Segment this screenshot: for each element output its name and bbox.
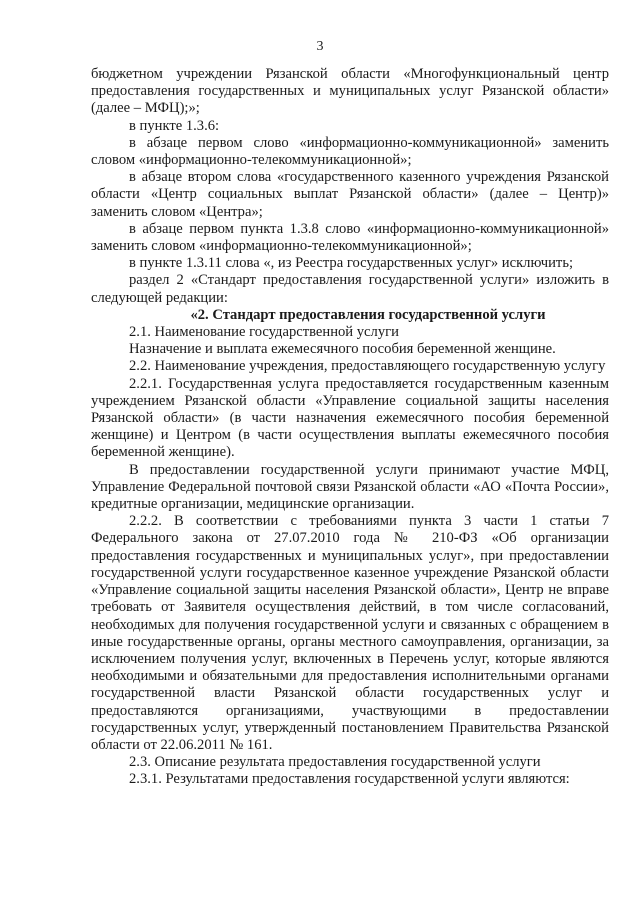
paragraph: 2.3.1. Результатами предоставления государственной услуги являются: [129, 771, 570, 788]
page-number: 3 [316, 39, 324, 54]
paragraph: бюджетном учреждении Рязанской области «Многофункциональный центр предоставления государственных и муниципальных услуг Рязанской области» (далее – МФЦ);»; [91, 66, 609, 117]
paragraph: 2.2.1. Государственная услуга предоставляется государственным казенным учреждением Рязанской области «Управление социальной защиты населения Рязанской области» (в части назначения ежемесячного пособия беременной женщине) и Центром (в части осуществления выплаты ежемесячного пособия беременной женщине). [91, 375, 609, 461]
paragraph: 2.2.2. В соответствии с требованиями пункта 3 части 1 статьи 7 Федерального закона от 27.07.2010 года № 210-ФЗ «Об организации предоставления государственных и муниципальных услуг», при предоставлении государственной услуги государственное казенное учреждение Рязанской области «Управление социальной защиты населения Рязанской области», Центр не вправе требовать от Заявителя осуществления действий, в том числе согласований, необходимых для получения государственной услуги и связанных с обращением в иные государственные органы, органы местного самоуправления, организации, за исключением получения услуг, включенных в Перечень услуг, которые являются необходимыми и обязательными для предоставления исполнительными органами государственной власти Рязанской области государственных услуг и предоставляются организациями, участвующими в предоставлении государственных услуг, утвержденный постановлением Правительства Рязанской области от 22.06.2011 № 161. [91, 513, 609, 753]
document-body [91, 66, 609, 789]
paragraph: в абзаце первом пункта 1.3.8 слово «информационно-коммуникационной» заменить словом «информационно-телекоммуникационной»; [91, 220, 609, 255]
section-heading: «2. Стандарт предоставления государственной услуги [190, 306, 546, 323]
paragraph: в пункте 1.3.6: [129, 117, 220, 134]
paragraph: раздел 2 «Стандарт предоставления государственной услуги» изложить в следующей редакции: [91, 272, 609, 306]
paragraph: в пункте 1.3.11 слова «, из Реестра государственных услуг» исключить; [129, 255, 574, 272]
paragraph: В предоставлении государственной услуги принимают участие МФЦ, Управление Федеральной почтовой связи Рязанской области «АО «Почта России», кредитные организации, медицинские организации. [91, 461, 609, 513]
paragraph: 2.2. Наименование учреждения, предоставляющего государственную услугу [129, 358, 606, 375]
paragraph: в абзаце втором слова «государственного казенного учреждения Рязанской области «Центр социальных выплат Рязанской области» (далее – Центр)» заменить словом «Центра»; [91, 169, 609, 220]
paragraph: в абзаце первом слово «информационно-коммуникационной» заменить словом «информационно-телекоммуникационной»; [91, 134, 609, 169]
paragraph: 2.3. Описание результата предоставления государственной услуги [129, 754, 541, 771]
paragraph: Назначение и выплата ежемесячного пособия беременной женщине. [129, 341, 556, 358]
paragraph: 2.1. Наименование государственной услуги [129, 324, 399, 341]
